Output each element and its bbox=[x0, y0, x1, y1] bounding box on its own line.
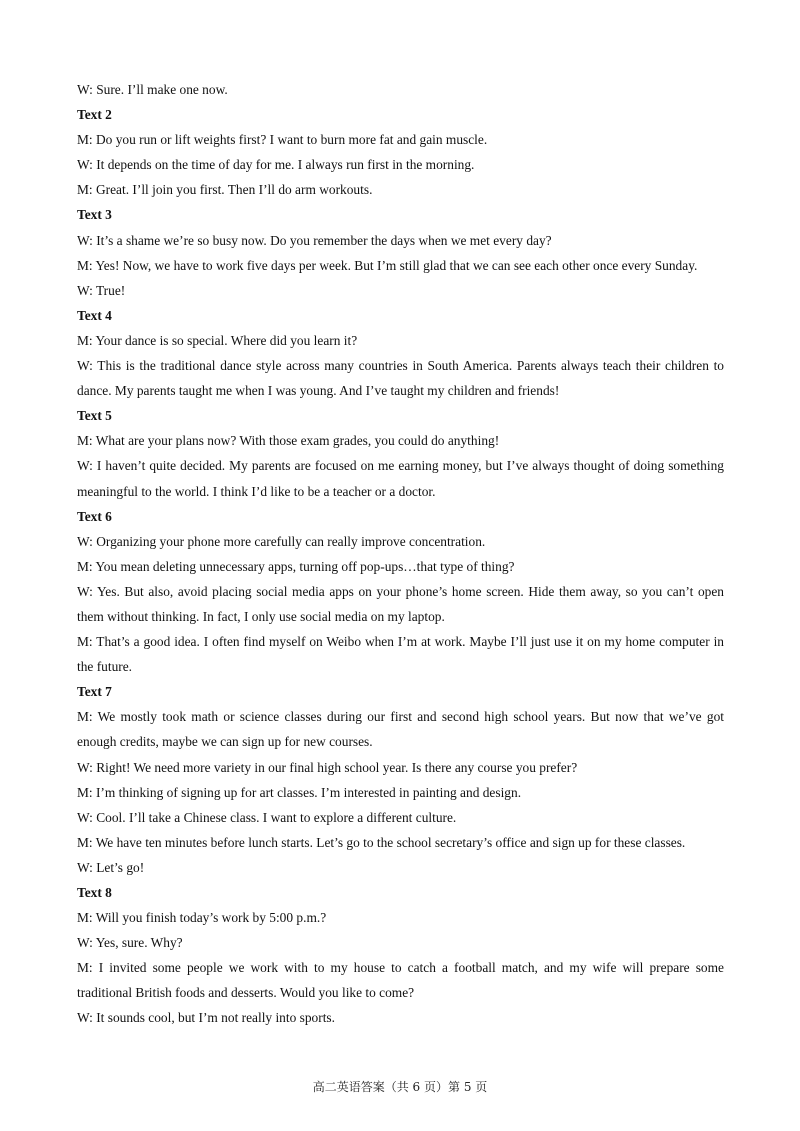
transcript-paragraph: M: I invited some people we work with to my house to catch a football match, and my wife will prepare some traditional British foods and desserts. Would you like to come? bbox=[77, 960, 724, 1001]
section-heading-text-5: Text 5 bbox=[77, 408, 112, 424]
section-heading-text-8: Text 8 bbox=[77, 885, 112, 900]
transcript-body bbox=[77, 77, 724, 1031]
transcript-line: M: Do you run or lift weights first? I want to burn more fat and gain muscle. bbox=[77, 132, 488, 148]
transcript-line: M: I’m thinking of signing up for art classes. I’m interested in painting and design. bbox=[77, 784, 522, 800]
section-heading-text-4: Text 4 bbox=[77, 307, 112, 323]
section-heading-text-6: Text 6 bbox=[77, 508, 112, 524]
transcript-line: W: It sounds cool, but I’m not really into sports. bbox=[77, 1010, 335, 1026]
transcript-line: M: You mean deleting unnecessary apps, turning off pop-ups…that type of thing? bbox=[77, 558, 515, 574]
transcript-line: W: It depends on the time of day for me. I always run first in the morning. bbox=[77, 157, 475, 173]
transcript-line: W: Right! We need more variety in our final high school year. Is there any course you prefer? bbox=[77, 759, 578, 775]
section-heading-text-7: Text 7 bbox=[77, 684, 112, 700]
transcript-line: M: Great. I’ll join you first. Then I’ll do arm workouts. bbox=[77, 182, 373, 198]
transcript-line: M: We have ten minutes before lunch starts. Let’s go to the school secretary’s office and sign up for these classes. bbox=[77, 834, 686, 850]
transcript-paragraph: M: That’s a good idea. I often find myself on Weibo when I’m at work. Maybe I’ll just use it on my home computer in the future. bbox=[77, 634, 724, 675]
transcript-line: W: Yes, sure. Why? bbox=[77, 935, 183, 951]
transcript-paragraph: W: This is the traditional dance style across many countries in South America. Parents always teach their children to dance. My parents taught me when I was young. And I’ve taught my children and friends! bbox=[77, 358, 724, 399]
transcript-line: W: Cool. I’ll take a Chinese class. I want to explore a different culture. bbox=[77, 809, 457, 825]
transcript-paragraph: M: We mostly took math or science classes during our first and second high school years. But now that we’ve got enough credits, maybe we can sign up for new courses. bbox=[77, 709, 724, 750]
transcript-line: W: It’s a shame we’re so busy now. Do you remember the days when we met every day? bbox=[77, 232, 552, 248]
transcript-paragraph: W: Yes. But also, avoid placing social media apps on your phone’s home screen. Hide them away, so you can’t open them without thinking. In fact, I only use social media on my laptop. bbox=[77, 583, 724, 624]
transcript-paragraph: M: Yes! Now, we have to work five days per week. But I’m still glad that we can see each other once every Sunday. bbox=[77, 257, 698, 273]
transcript-line: W: Organizing your phone more carefully can really improve concentration. bbox=[77, 533, 486, 549]
transcript-line: M: Your dance is so special. Where did you learn it? bbox=[77, 332, 358, 348]
transcript-line: M: Will you finish today’s work by 5:00 p.m.? bbox=[77, 910, 327, 926]
transcript-line: W: Sure. I’ll make one now. bbox=[77, 82, 228, 97]
transcript-line: W: True! bbox=[77, 282, 126, 298]
transcript-paragraph: W: I haven’t quite decided. My parents are focused on me earning money, but I’ve always thought of doing something meaningful to the world. I think I’d like to be a teacher or a doctor. bbox=[77, 458, 724, 499]
page-footer: 高二英语答案（共 6 页）第 5 页 bbox=[312, 1080, 488, 1094]
section-heading-text-2: Text 2 bbox=[77, 107, 112, 123]
section-heading-text-3: Text 3 bbox=[77, 207, 112, 223]
transcript-line: M: What are your plans now? With those exam grades, you could do anything! bbox=[77, 433, 500, 449]
transcript-line: W: Let’s go! bbox=[77, 859, 145, 875]
